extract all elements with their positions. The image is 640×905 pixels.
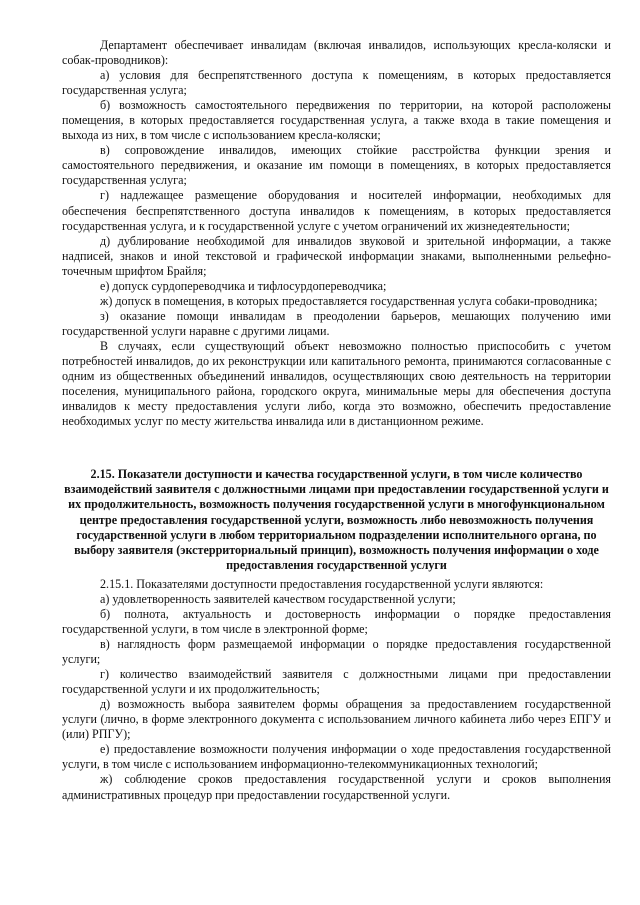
section-spacer bbox=[62, 429, 611, 467]
paragraph-item-b: б) возможность самостоятельного передвижения по территории, на которой расположены помещения, в которых предоставляется государственная услуга, а также входа в такие помещения и выхода из них, в том числе с использованием кресла-коляски; bbox=[62, 98, 611, 143]
paragraph-2-15-1: 2.15.1. Показателями доступности предоставления государственной услуги являются: bbox=[100, 576, 544, 591]
paragraph-indicator-v: в) наглядность форм размещаемой информации о порядке предоставления государственной услуги; bbox=[62, 637, 611, 667]
paragraph-item-v: в) сопровождение инвалидов, имеющих стойкие расстройства функции зрения и самостоятельного передвижения, и оказание им помощи в помещениях, в которых предоставляется государственная услуга; bbox=[62, 143, 611, 188]
paragraph-indicator-zh: ж) соблюдение сроков предоставления государственной услуги и сроков выполнения административных процедур при предоставлении государственной услуги. bbox=[62, 772, 611, 802]
paragraph-item-g: г) надлежащее размещение оборудования и носителей информации, необходимых для обеспечения беспрепятственного доступа инвалидов к помещениям, в которых предоставляется государственная услуга, и к государственной услуге с учетом ограничений их жизнедеятельности; bbox=[62, 188, 611, 233]
paragraph-indicator-b: б) полнота, актуальность и достоверность информации о порядке предоставления государственной услуги, в том числе в электронной форме; bbox=[62, 606, 611, 637]
paragraph-item-z: з) оказание помощи инвалидам в преодолении барьеров, мешающих получению ими государственной услуги наравне с другими лицами. bbox=[62, 308, 611, 338]
paragraph-item-e: е) допуск сурдопереводчика и тифлосурдопереводчика; bbox=[100, 278, 387, 293]
paragraph-intro: Департамент обеспечивает инвалидам (включая инвалидов, использующих кресла-коляски и собак-проводников): bbox=[62, 38, 611, 68]
paragraph-indicator-g: г) количество взаимодействий заявителя с должностными лицами при предоставлении государственной услуги и их продолжительность; bbox=[62, 667, 611, 697]
paragraph-indicator-e: е) предоставление возможности получения информации о ходе предоставления государственной услуги, в том числе с использованием информационно-телекоммуникационных технологий; bbox=[62, 742, 611, 772]
document-page bbox=[62, 38, 611, 803]
paragraph-item-a: а) условия для беспрепятственного доступа к помещениям, в которых предоставляется государственная услуга; bbox=[62, 68, 611, 98]
paragraph-exception-cases: В случаях, если существующий объект невозможно полностью приспособить с учетом потребностей инвалидов, до их реконструкции или капитального ремонта, принимаются согласованные с одним из общественных объединений инвалидов, осуществляющих свою деятельность на территории поселения, муниципального района, городского округа, минимальные меры для обеспечения доступа инвалидов к месту предоставления услуги либо, когда это возможно, обеспечить предоставление необходимых услуг по месту жительства инвалида или в дистанционном режиме. bbox=[62, 338, 611, 429]
paragraph-indicator-a: а) удовлетворенность заявителей качеством государственной услуги; bbox=[100, 591, 456, 606]
paragraph-item-zh: ж) допуск в помещения, в которых предоставляется государственная услуга собаки-проводника; bbox=[100, 293, 598, 308]
paragraph-item-d: д) дублирование необходимой для инвалидов звуковой и зрительной информации, а также надписей, знаков и иной текстовой и графической информации знаками, выполненными рельефно-точечным шрифтом Брайля; bbox=[62, 233, 611, 278]
paragraph-indicator-d: д) возможность выбора заявителем формы обращения за предоставлением государственной услуги (лично, в форме электронного документа с использованием личного кабинета либо через ЕПГУ и (или) РПГУ); bbox=[62, 697, 611, 742]
section-heading-2-15: 2.15. Показатели доступности и качества государственной услуги, в том числе количество взаимодействий заявителя с должностными лицами при предоставлении государственной услуги и их продолжительность, возможность получения государственной услуги в многофункциональном центре предоставления государственной услуги, возможность либо невозможность получения государственной услуги в любом территориальном подразделении исполнительного органа, по выбору заявителя (экстерриториальный принцип), возможность получения информации о ходе предоставления государственной услуги bbox=[64, 467, 609, 572]
